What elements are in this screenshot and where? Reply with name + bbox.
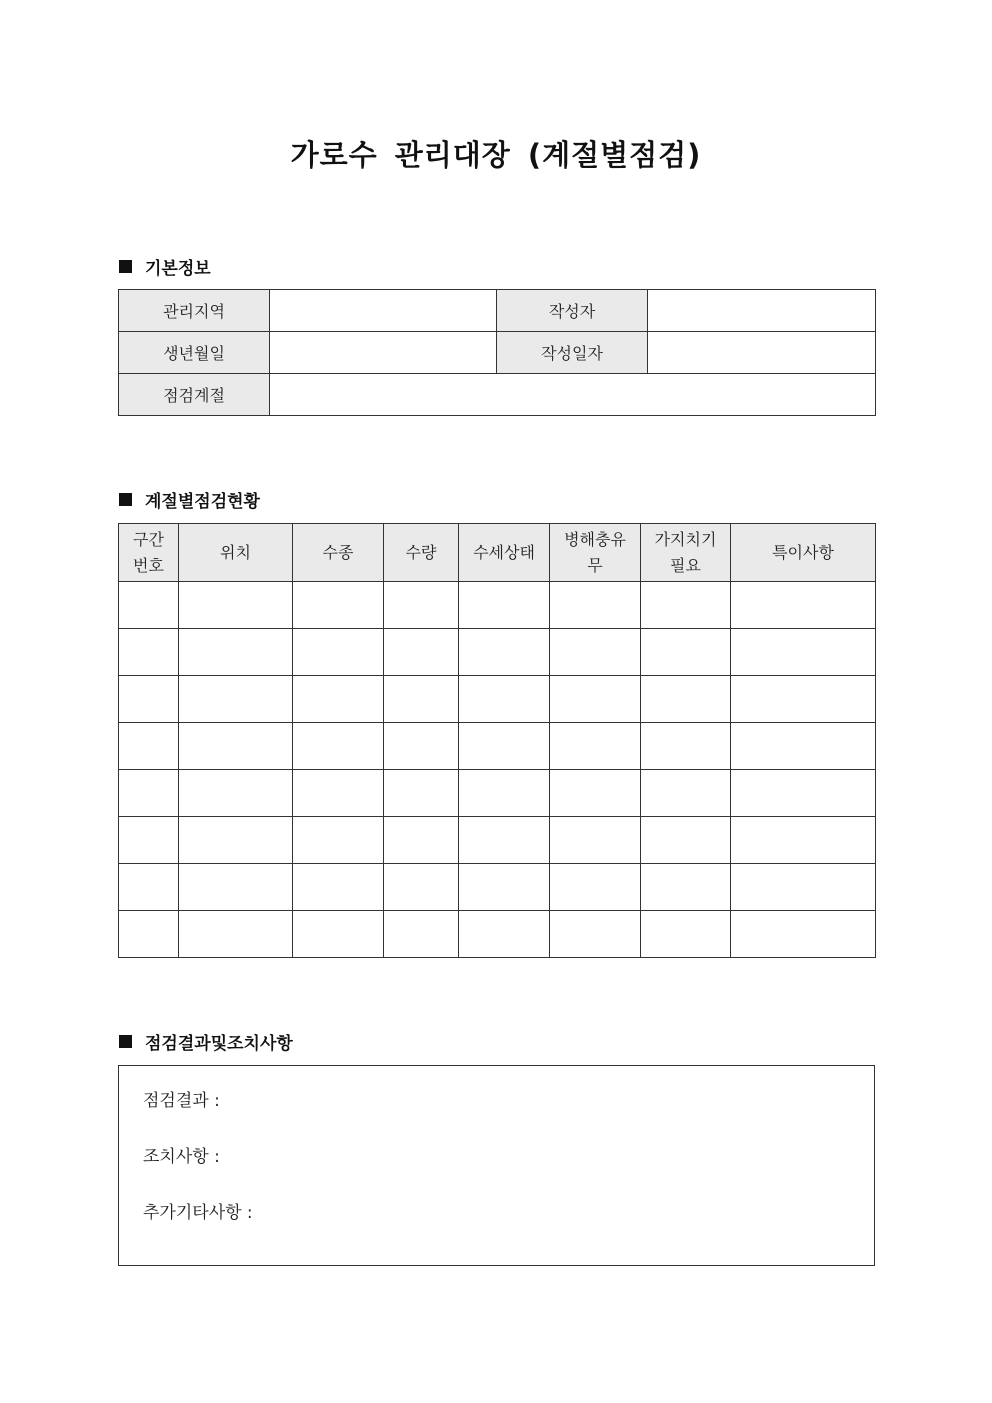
inspection-result-label: 점검결과 : bbox=[143, 1091, 220, 1111]
table-cell[interactable] bbox=[119, 582, 179, 629]
table-cell[interactable] bbox=[641, 582, 731, 629]
section-heading-label: 점검결과및조치사항 bbox=[145, 1034, 293, 1054]
table-cell[interactable] bbox=[384, 629, 459, 676]
table-row bbox=[119, 864, 876, 911]
table-cell[interactable] bbox=[459, 770, 550, 817]
column-header-quantity bbox=[384, 524, 459, 582]
table-cell[interactable] bbox=[293, 864, 384, 911]
table-cell[interactable] bbox=[641, 864, 731, 911]
table-cell[interactable] bbox=[641, 723, 731, 770]
table-cell[interactable] bbox=[731, 864, 876, 911]
table-row bbox=[119, 582, 876, 629]
column-header-pests bbox=[550, 524, 641, 582]
author-label: 작성자 bbox=[497, 290, 648, 332]
results-box[interactable] bbox=[118, 1065, 875, 1266]
header-label: 수량 bbox=[405, 542, 437, 562]
table-cell[interactable] bbox=[550, 817, 641, 864]
table-cell[interactable] bbox=[293, 770, 384, 817]
table-cell[interactable] bbox=[179, 817, 293, 864]
header-label: 수세상태 bbox=[473, 542, 535, 562]
table-cell[interactable] bbox=[293, 817, 384, 864]
section-heading-label: 기본정보 bbox=[145, 259, 211, 279]
column-header-vigor bbox=[459, 524, 550, 582]
table-row bbox=[119, 676, 876, 723]
table-cell[interactable] bbox=[293, 676, 384, 723]
table-cell[interactable] bbox=[550, 911, 641, 958]
section-heading-basic-info bbox=[119, 254, 211, 279]
page-title: 가로수 관리대장 (계절별점검) bbox=[290, 138, 702, 172]
table-cell[interactable] bbox=[731, 582, 876, 629]
column-header-remarks bbox=[731, 524, 876, 582]
table-cell[interactable] bbox=[119, 629, 179, 676]
header-label: 병해충유 무 bbox=[564, 529, 626, 575]
table-cell[interactable] bbox=[550, 629, 641, 676]
table-cell[interactable] bbox=[293, 582, 384, 629]
table-cell[interactable] bbox=[119, 770, 179, 817]
table-cell[interactable] bbox=[550, 770, 641, 817]
table-cell[interactable] bbox=[731, 770, 876, 817]
table-cell[interactable] bbox=[550, 676, 641, 723]
birth-date-label: 생년월일 bbox=[119, 332, 270, 374]
header-label: 수종 bbox=[322, 542, 354, 562]
birth-date-field[interactable] bbox=[270, 332, 497, 374]
table-cell[interactable] bbox=[384, 676, 459, 723]
table-cell[interactable] bbox=[459, 817, 550, 864]
table-cell[interactable] bbox=[179, 864, 293, 911]
table-row bbox=[119, 817, 876, 864]
table-cell[interactable] bbox=[731, 676, 876, 723]
table-row bbox=[119, 374, 876, 416]
table-cell[interactable] bbox=[641, 770, 731, 817]
written-date-field[interactable] bbox=[648, 332, 876, 374]
table-cell[interactable] bbox=[293, 629, 384, 676]
table-cell[interactable] bbox=[179, 911, 293, 958]
table-cell[interactable] bbox=[459, 629, 550, 676]
table-row bbox=[119, 332, 876, 374]
column-header-section-number bbox=[119, 524, 179, 582]
table-cell[interactable] bbox=[384, 911, 459, 958]
written-date-label: 작성일자 bbox=[497, 332, 648, 374]
table-cell[interactable] bbox=[293, 911, 384, 958]
table-cell[interactable] bbox=[179, 582, 293, 629]
table-cell[interactable] bbox=[384, 817, 459, 864]
table-cell[interactable] bbox=[641, 911, 731, 958]
table-cell[interactable] bbox=[550, 723, 641, 770]
season-field[interactable] bbox=[270, 374, 876, 416]
table-row bbox=[119, 770, 876, 817]
author-field[interactable] bbox=[648, 290, 876, 332]
table-cell[interactable] bbox=[119, 864, 179, 911]
header-label: 가지치기 필요 bbox=[654, 529, 717, 575]
table-cell[interactable] bbox=[641, 629, 731, 676]
column-header-species bbox=[293, 524, 384, 582]
table-cell[interactable] bbox=[459, 864, 550, 911]
seasonal-status-table bbox=[118, 523, 876, 958]
table-cell[interactable] bbox=[384, 864, 459, 911]
square-bullet-icon bbox=[119, 1035, 132, 1048]
basic-info-table bbox=[118, 289, 876, 416]
square-bullet-icon bbox=[119, 260, 132, 273]
table-row bbox=[119, 629, 876, 676]
table-cell[interactable] bbox=[119, 723, 179, 770]
table-header-row bbox=[119, 524, 876, 582]
table-cell[interactable] bbox=[550, 864, 641, 911]
section-heading-label: 계절별점검현황 bbox=[145, 492, 260, 512]
table-cell[interactable] bbox=[179, 723, 293, 770]
table-cell[interactable] bbox=[119, 676, 179, 723]
table-row bbox=[119, 911, 876, 958]
table-cell[interactable] bbox=[179, 770, 293, 817]
table-cell[interactable] bbox=[293, 723, 384, 770]
column-header-pruning bbox=[641, 524, 731, 582]
header-label: 위치 bbox=[220, 542, 251, 562]
square-bullet-icon bbox=[119, 493, 132, 506]
table-cell[interactable] bbox=[459, 911, 550, 958]
table-cell[interactable] bbox=[641, 817, 731, 864]
header-label: 구간 번호 bbox=[133, 529, 164, 575]
table-cell[interactable] bbox=[731, 911, 876, 958]
additional-notes-label: 추가기타사항 : bbox=[143, 1203, 253, 1223]
table-cell[interactable] bbox=[119, 817, 179, 864]
table-cell[interactable] bbox=[179, 629, 293, 676]
region-field[interactable] bbox=[270, 290, 497, 332]
table-row bbox=[119, 290, 876, 332]
table-cell[interactable] bbox=[119, 911, 179, 958]
table-cell[interactable] bbox=[459, 723, 550, 770]
table-cell[interactable] bbox=[731, 723, 876, 770]
section-heading-results bbox=[119, 1029, 293, 1054]
section-heading-seasonal-status bbox=[119, 487, 260, 512]
action-taken-label: 조치사항 : bbox=[143, 1147, 220, 1167]
table-row bbox=[119, 723, 876, 770]
table-cell[interactable] bbox=[384, 770, 459, 817]
season-label: 점검계절 bbox=[119, 374, 270, 416]
table-cell[interactable] bbox=[459, 582, 550, 629]
column-header-location bbox=[179, 524, 293, 582]
table-cell[interactable] bbox=[731, 817, 876, 864]
table-cell[interactable] bbox=[731, 629, 876, 676]
region-label: 관리지역 bbox=[119, 290, 270, 332]
header-label: 특이사항 bbox=[772, 542, 834, 562]
table-cell[interactable] bbox=[384, 723, 459, 770]
table-cell[interactable] bbox=[384, 582, 459, 629]
table-cell[interactable] bbox=[641, 676, 731, 723]
table-cell[interactable] bbox=[550, 582, 641, 629]
table-cell[interactable] bbox=[459, 676, 550, 723]
table-cell[interactable] bbox=[179, 676, 293, 723]
